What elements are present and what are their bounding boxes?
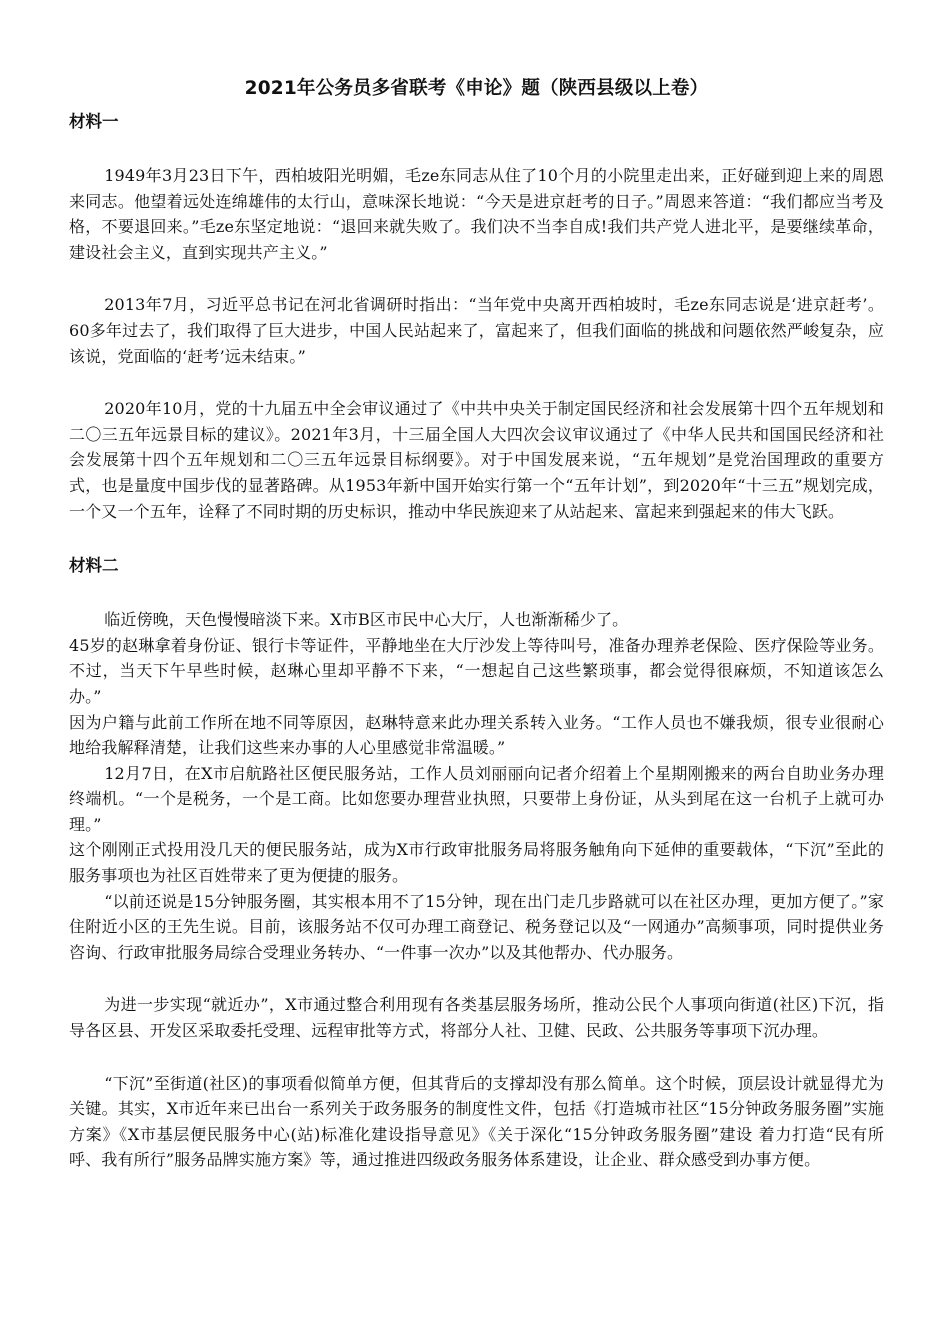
material-two-paragraph-8: “下沉”至街道(社区)的事项看似简单方便，但其背后的支撑却没有那么简单。这个时候，顶层设计就显得尤为关键。其实，X市近年来已出台一系列关于政务服务的制度性文件，包括《打造城市社区“15分钟政务服务圈”实施方案》《X市基层便民服务中心(站)标准化建设指导意见》《关于深化“15分钟政务服务圈”建设 着力打造“民有所呼、我有所行”服务品牌实施方案》等，通过推进四级政务服务体系建设，让企业、群众感受到办事方便。 <box>69 1073 884 1170</box>
material-two-paragraph-7: 为进一步实现“就近办”，X市通过整合利用现有各类基层服务场所，推动公民个人事项向街道(社区)下沉，指导各区县、开发区采取委托受理、远程审批等方式，将部分人社、卫健、民政、公共服务等事项下沉办理。 <box>69 995 884 1041</box>
material-one-paragraph-1: 1949年3月23日下午，西柏坡阳光明媚，毛ze东同志从住了10个月的小院里走出来，正好碰到迎上来的周恩来同志。他望着远处连绵雄伟的太行山，意味深长地说：“今天是进京赶考的日子。”周恩来答道：“我们都应当考及格，不要退回来。”毛ze东坚定地说：“退回来就失败了。我们决不当李自成!我们共产党人进北平，是要继续革命，建设社会主义，直到实现共产主义。” <box>69 166 884 262</box>
material-two-paragraph-6: “以前还说是15分钟服务圈，其实根本用不了15分钟，现在出门走几步路就可以在社区办理，更加方便了。”家住附近小区的王先生说。目前，该服务站不仅可办理工商登记、税务登记以及“一网通办”高频事项，同时提供业务咨询、行政审批服务局综合受理业务转办、“一件事一次办”以及其他帮办、代办服务。 <box>69 891 884 962</box>
material-one-paragraph-3: 2020年10月，党的十九届五中全会审议通过了《中共中央关于制定国民经济和社会发展第十四个五年规划和二〇三五年远景目标的建议》。2021年3月，十三届全国人大四次会议审议通过了《中华人民共和国国民经济和社会发展第十四个五年规划和二〇三五年远景目标纲要》。对于中国发展来说，“五年规划”是党治国理政的重要方式，也是量度中国步伐的显著路碑。从1953年新中国开始实行第一个“五年计划”，到2020年“十三五”规划完成，一个又一个五年，诠释了不同时期的历史标识，推动中华民族迎来了从站起来、富起来到强起来的伟大飞跃。 <box>69 399 884 521</box>
material-two-paragraph-3: 因为户籍与此前工作所在地不同等原因，赵琳特意来此办理关系转入业务。“工作人员也不嫌我烦，很专业很耐心地给我解释清楚，让我们这些来办事的人心里感觉非常温暖。” <box>69 712 884 758</box>
material-one-paragraph-2: 2013年7月，习近平总书记在河北省调研时指出：“当年党中央离开西柏坡时，毛ze东同志说是‘进京赶考’。60多年过去了，我们取得了巨大进步，中国人民站起来了，富起来了，但我们面临的挑战和问题依然严峻复杂，应该说，党面临的‘赶考’远未结束。” <box>69 295 884 366</box>
material-two-paragraph-1: 临近傍晚，天色慢慢暗淡下来。X市B区市民中心大厅，人也渐渐稀少了。 <box>104 610 629 630</box>
document-title: 2021年公务员多省联考《申论》题（陕西县级以上卷） <box>244 78 709 99</box>
material-two-heading: 材料二 <box>69 556 119 576</box>
material-one-heading: 材料一 <box>69 112 119 131</box>
document-page <box>69 76 884 1173</box>
material-two-paragraph-4: 12月7日，在X市启航路社区便民服务站，工作人员刘丽丽向记者介绍着上个星期刚搬来的两台自助业务办理终端机。“一个是税务，一个是工商。比如您要办理营业执照，只要带上身份证，从头到尾在这一台机子上就可办理。” <box>69 763 884 834</box>
material-two-paragraph-2: 45岁的赵琳拿着身份证、银行卡等证件，平静地坐在大厅沙发上等待叫号，准备办理养老保险、医疗保险等业务。不过，当天下午早些时候，赵琳心里却平静不下来，“一想起自己这些繁琐事，都会觉得很麻烦，不知道该怎么办。” <box>69 635 884 706</box>
material-two-paragraph-5: 这个刚刚正式投用没几天的便民服务站，成为X市行政审批服务局将服务触角向下延伸的重要载体，“下沉”至此的服务事项也为社区百姓带来了更为便捷的服务。 <box>69 840 884 886</box>
